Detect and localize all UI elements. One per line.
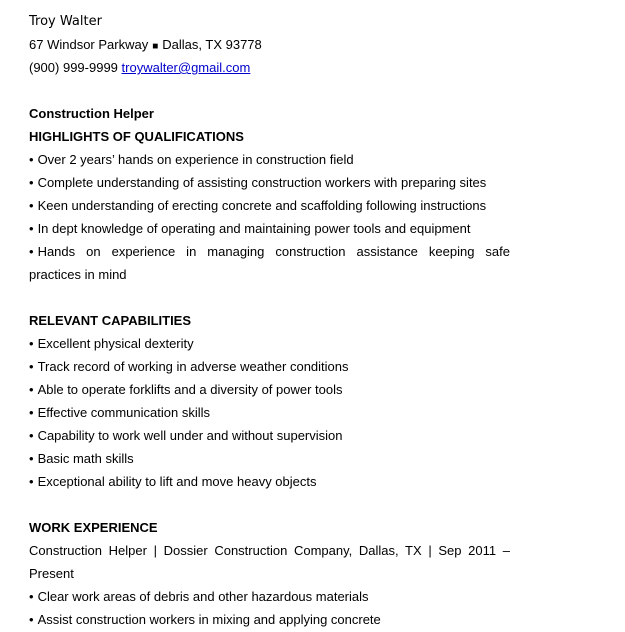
street-address: 67 Windsor Parkway	[29, 37, 149, 52]
phone-number: (900) 999-9999	[29, 60, 118, 75]
highlights-heading: HIGHLIGHTS OF QUALIFICATIONS	[29, 129, 244, 144]
list-item: • Excellent physical dexterity	[29, 332, 510, 355]
objective-title: Construction Helper	[29, 106, 154, 121]
capabilities-heading: RELEVANT CAPABILITIES	[29, 313, 192, 328]
job-title-line	[29, 539, 510, 562]
square-separator-icon: ■	[152, 41, 159, 52]
list-item: • Keen understanding of erecting concrete and scaffolding following instructions	[29, 194, 510, 217]
resume-document	[29, 10, 510, 631]
list-item: • Over 2 years’ hands on experience in construction field	[29, 148, 510, 171]
list-item: • Complete understanding of assisting construction workers with preparing sites	[29, 171, 510, 194]
candidate-name: Troy Walter	[29, 14, 102, 29]
spacer	[29, 286, 510, 309]
list-item: • Basic math skills	[29, 447, 510, 470]
list-item: • Assist construction workers in mixing and applying concrete	[29, 608, 510, 631]
list-item: • Capability to work well under and without supervision	[29, 424, 510, 447]
city-state-zip: Dallas, TX 93778	[162, 37, 262, 52]
spacer	[29, 493, 510, 516]
phone-email-line	[29, 56, 510, 79]
list-item-continuation: practices in mind	[29, 267, 127, 282]
list-item: • Track record of working in adverse weather conditions	[29, 355, 510, 378]
email-link[interactable]: troywalter@gmail.com	[121, 60, 251, 75]
spacer	[29, 79, 510, 102]
list-item	[29, 240, 510, 263]
experience-heading: WORK EXPERIENCE	[29, 520, 158, 535]
list-item: • Effective communication skills	[29, 401, 510, 424]
list-item: • Clear work areas of debris and other hazardous materials	[29, 585, 510, 608]
list-item: • In dept knowledge of operating and maintaining power tools and equipment	[29, 217, 510, 240]
address-line	[29, 33, 510, 56]
list-item-text: Hands on experience in managing construction assistance keeping safe	[37, 244, 510, 259]
list-item: • Exceptional ability to lift and move heavy objects	[29, 470, 510, 493]
job-title-text: Construction Helper | Dossier Construction Company, Dallas, TX | Sep 2011 –	[29, 543, 510, 558]
job-dates-continuation: Present	[29, 566, 74, 581]
list-item: • Able to operate forklifts and a diversity of power tools	[29, 378, 510, 401]
